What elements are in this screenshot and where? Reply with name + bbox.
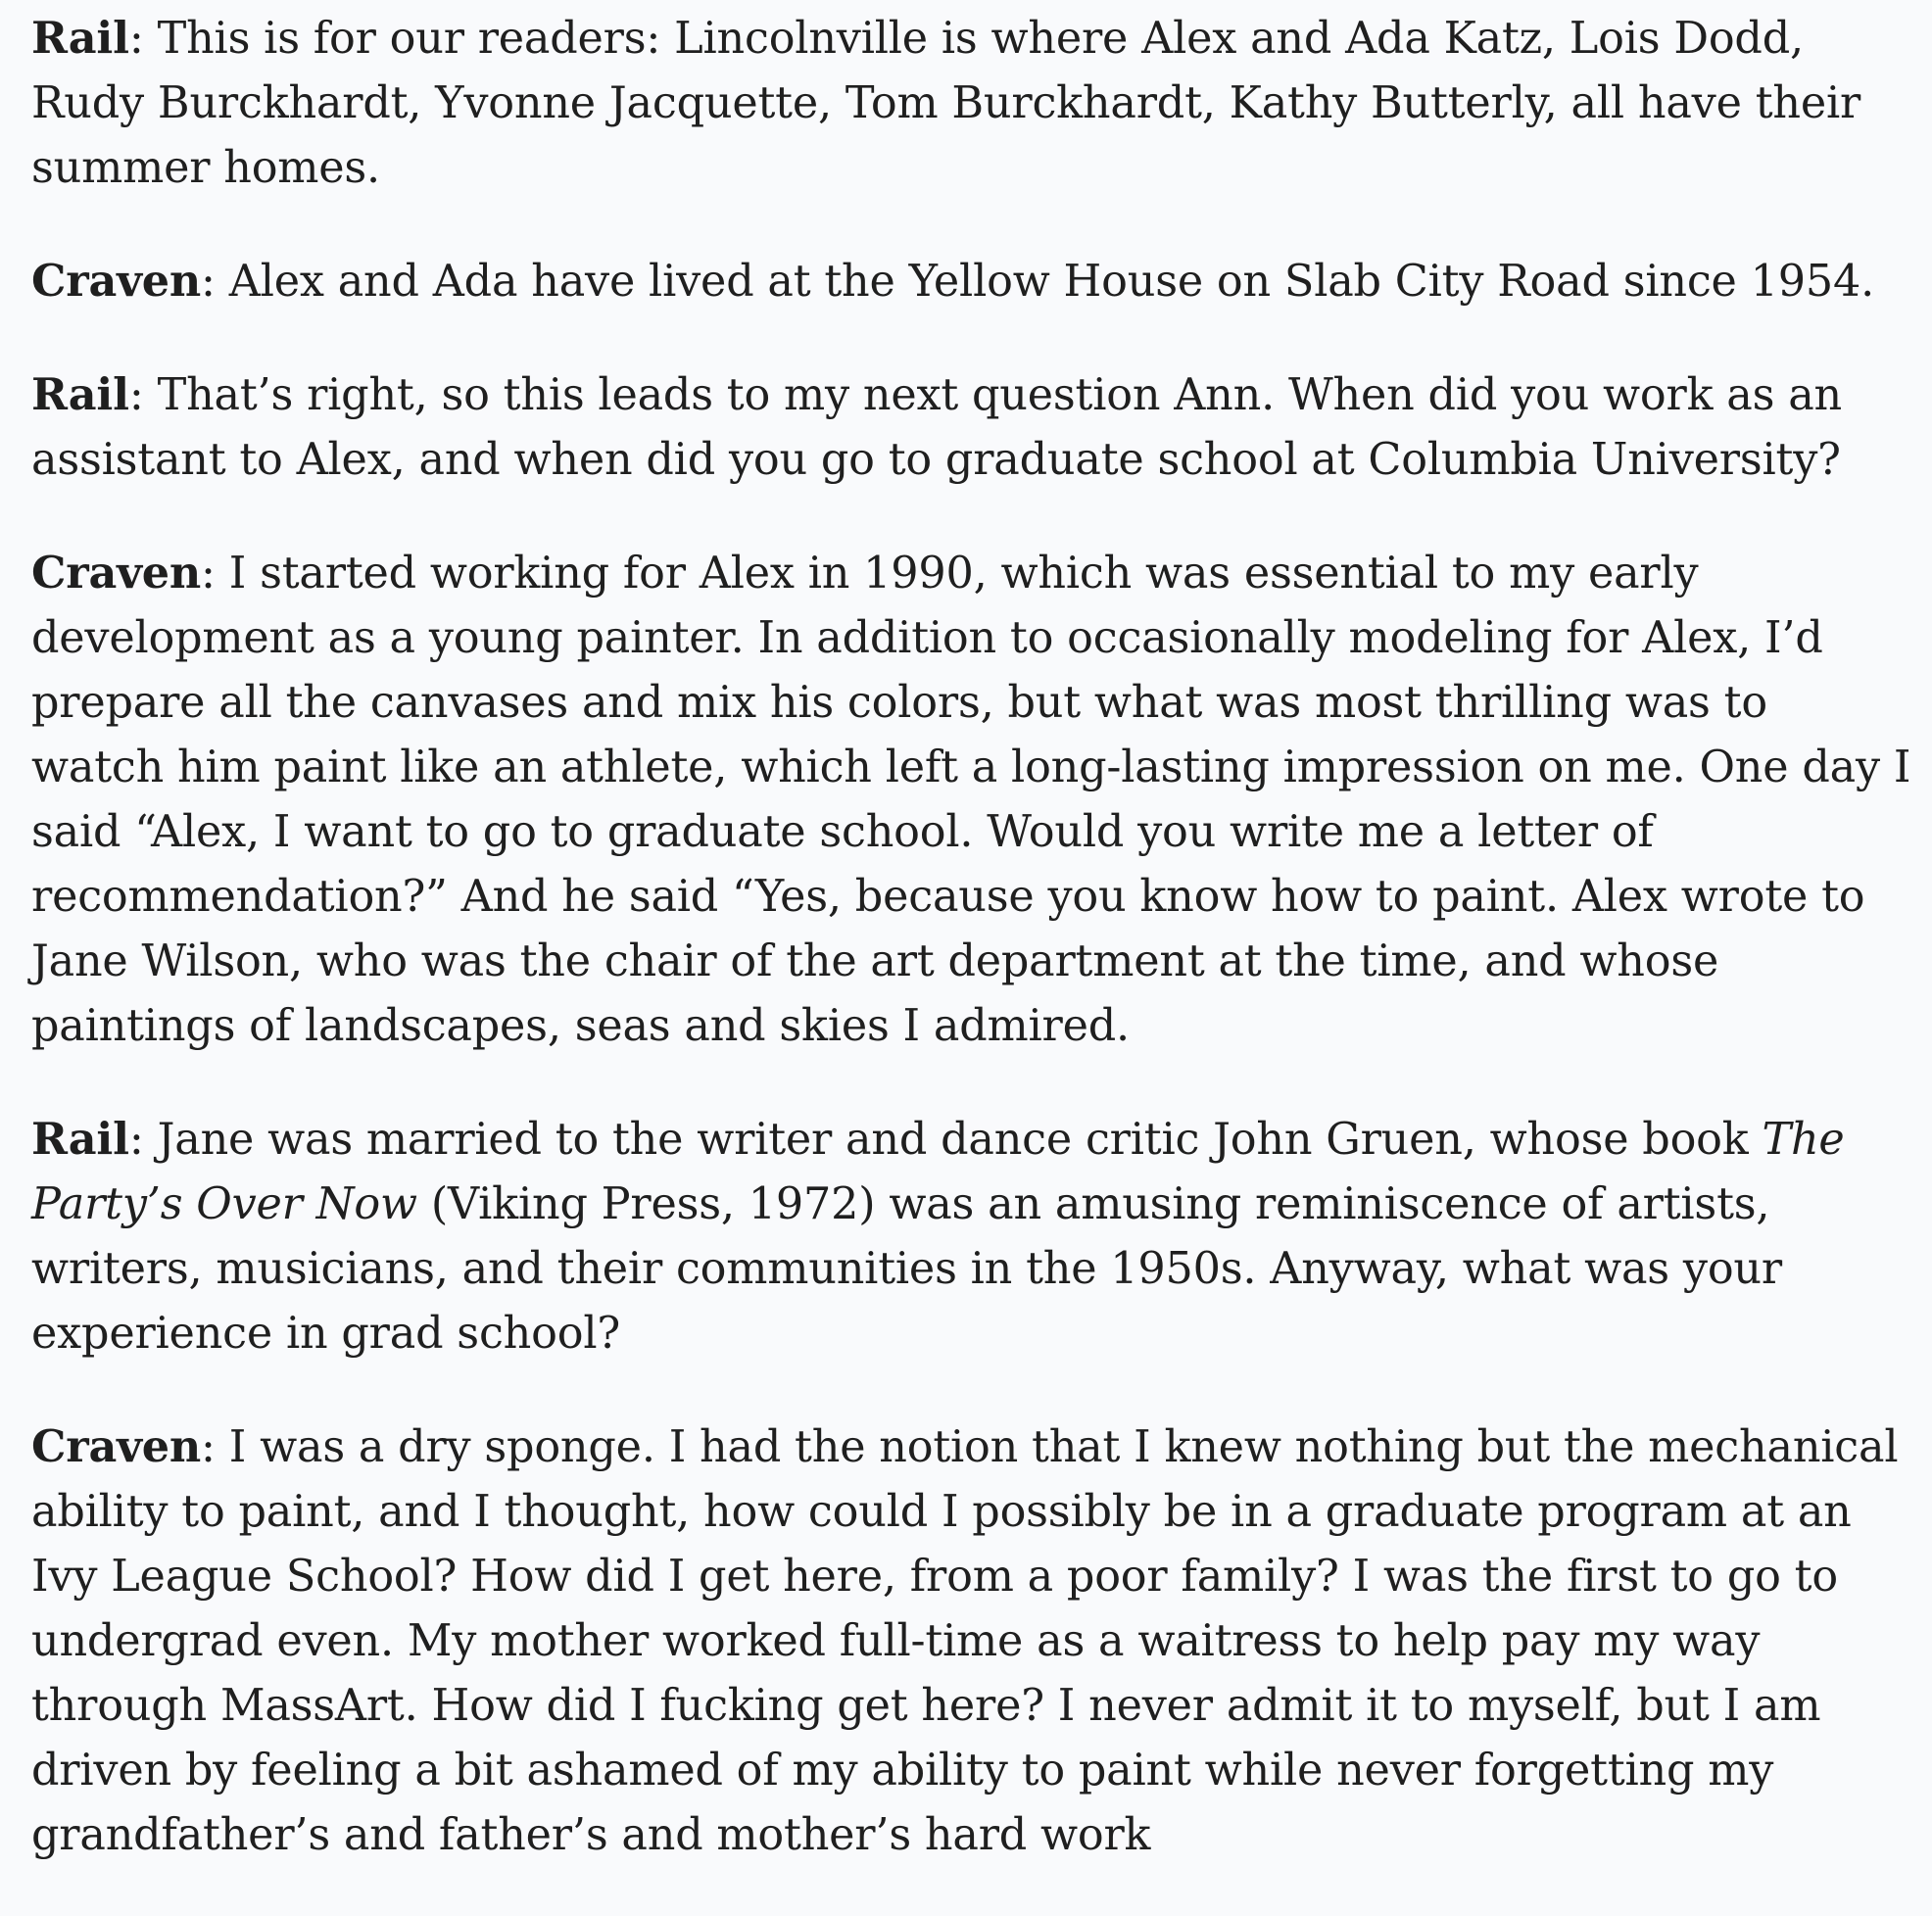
interview-paragraph: Craven: I started working for Alex in 1990, which was essential to my early development as a young painter. In addition to occasionally modeling for Alex, I’d prepare all the canvases and mix his colors, but what was most thrilling was to watch him paint like an athlete, which left a long-lasting impression on me. One day I said “Alex, I want to go to graduate school. Would you write me a letter of recommendation?” And he said “Yes, because you know how to paint. Alex wrote to Jane Wilson, who was the chair of the art department at the time, and whose paintings of landscapes, seas and skies I admired.: [31, 548, 1911, 1051]
speaker-name: Craven: [31, 1421, 202, 1472]
interview-paragraph: Craven: I was a dry sponge. I had the notion that I knew nothing but the mechanical ability to paint, and I thought, how could I possibly be in a graduate program at an Ivy League School? How did I get here, from a poor family? I was the first to go to undergrad even. My mother worked full-time as a waitress to help pay my way through MassArt. How did I fucking get here? I never admit it to myself, but I am driven by feeling a bit ashamed of my ability to paint while never forgetting my grandfather’s and father’s and mother’s hard work: [31, 1421, 1899, 1860]
interview-paragraph: Rail: Jane was married to the writer and dance critic John Gruen, whose book The Party’s Over Now (Viking Press, 1972) was an amusing reminiscence of artists, writers, musicians, and their communities in the 1950s. Anyway, what was your experience in grad school?: [31, 1114, 1845, 1359]
interview-paragraph: Rail: That’s right, so this leads to my next question Ann. When did you work as an assistant to Alex, and when did you go to graduate school at Columbia University?: [31, 369, 1842, 485]
paragraph-text: I started working for Alex in 1990, which was essential to my early development as a young painter. In addition to occasionally modeling for Alex, I’d prepare all the canvases and mix his colors, but what was most thrilling was to watch him paint like an athlete, which left a long-lasting impression on me. One day I said “Alex, I want to go to graduate school. Would you write me a letter of recommendation?” And he said “Yes, because you know how to paint. Alex wrote to Jane Wilson, who was the chair of the art department at the time, and whose paintings of landscapes, seas and skies I admired.: [31, 549, 1911, 1051]
interview-paragraph: Rail: This is for our readers: Lincolnville is where Alex and Ada Katz, Lois Dodd, Rudy Burckhardt, Yvonne Jacquette, Tom Burckhardt, Kathy Butterly, all have their summer homes.: [31, 13, 1861, 193]
speaker-name: Rail: [31, 369, 129, 420]
paragraph-text: Alex and Ada have lived at the Yellow House on Slab City Road since 1954.: [215, 257, 1875, 307]
paragraph-text: (Viking Press, 1972) was an amusing reminiscence of artists, writers, musicians, and their communities in the 1950s. Anyway, what was your experience in grad school?: [31, 1179, 1782, 1359]
interview-paragraph: Craven: Alex and Ada have lived at the Yellow House on Slab City Road since 1954.: [31, 256, 1875, 307]
paragraph-text: This is for our readers: Lincolnville is where Alex and Ada Katz, Lois Dodd, Rudy Burckhardt, Yvonne Jacquette, Tom Burckhardt, Kathy Butterly, all have their summer homes.: [31, 14, 1861, 193]
speaker-name: Rail: [31, 1114, 129, 1165]
interview-article: [31, 6, 1912, 1916]
paragraph-text: That’s right, so this leads to my next question Ann. When did you work as an assistant to Alex, and when did you go to graduate school at Columbia University?: [31, 370, 1842, 485]
book-title: The Party’s Over Now: [31, 1115, 1845, 1229]
paragraph-text: Jane was married to the writer and dance critic John Gruen, whose book: [143, 1115, 1763, 1165]
speaker-name: Craven: [31, 256, 202, 307]
speaker-name: Craven: [31, 548, 202, 599]
paragraph-text: I was a dry sponge. I had the notion that I knew nothing but the mechanical ability to paint, and I thought, how could I possibly be in a graduate program at an Ivy League School? How did I get here, from a poor family? I was the first to go to undergrad even. My mother worked full-time as a waitress to help pay my way through MassArt. How did I fucking get here? I never admit it to myself, but I am driven by feeling a bit ashamed of my ability to paint while never forgetting my grandfather’s and father’s and mother’s hard work: [31, 1422, 1899, 1860]
speaker-name: Rail: [31, 13, 129, 64]
